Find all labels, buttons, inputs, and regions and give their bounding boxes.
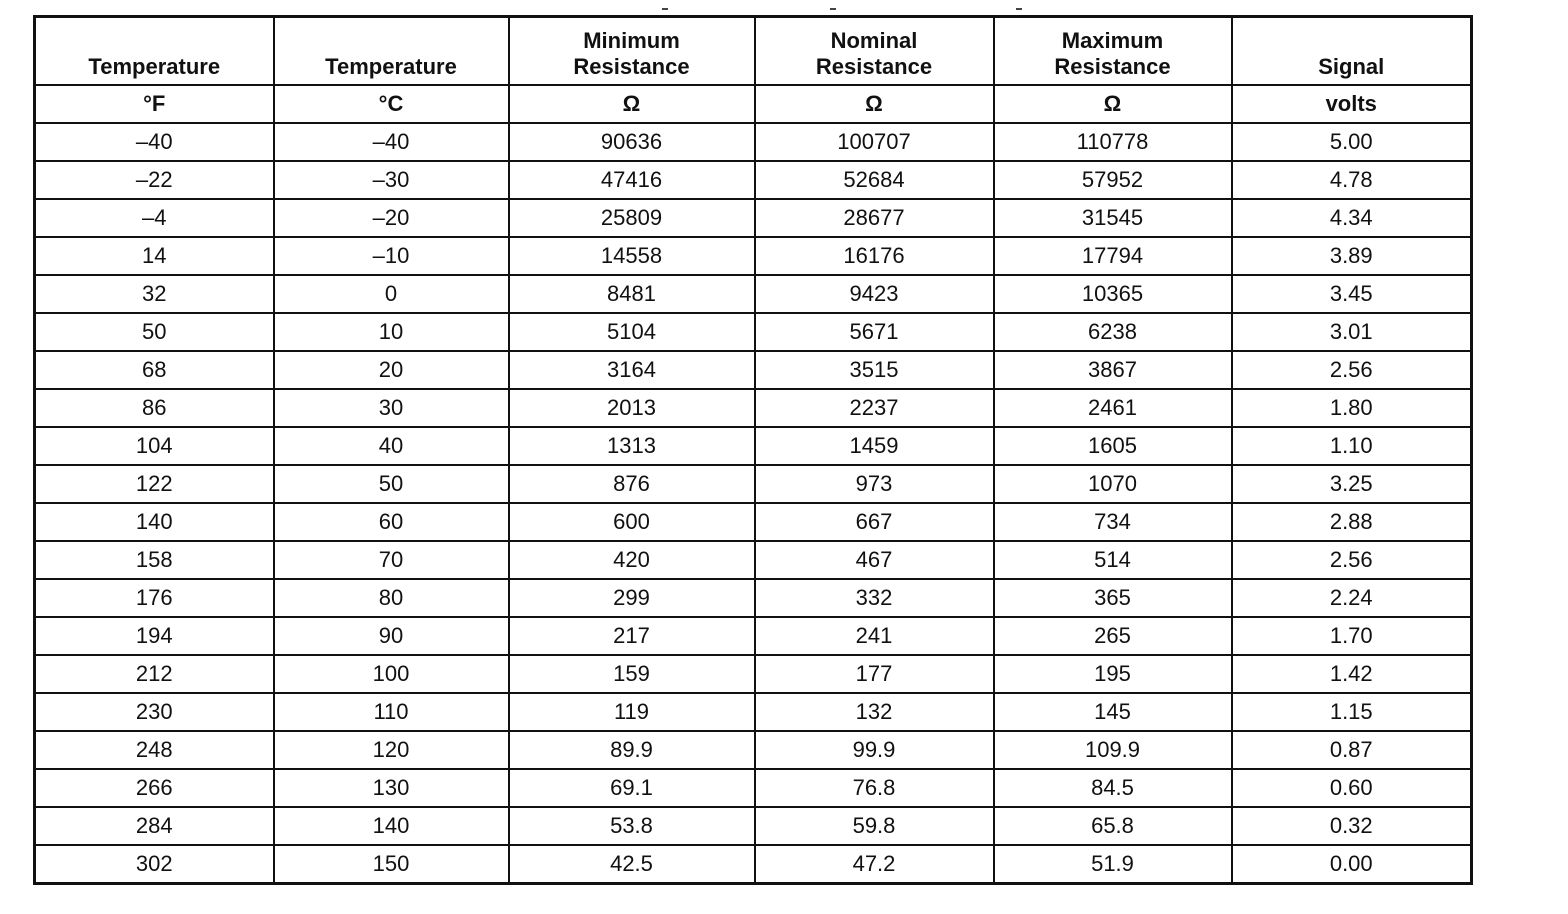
cell-max-resistance: 65.8 <box>994 807 1232 845</box>
cell-nominal-resistance: 100707 <box>755 123 994 161</box>
cell-max-resistance: 51.9 <box>994 845 1232 884</box>
table-body <box>35 123 1472 884</box>
cell-signal: 2.56 <box>1232 541 1472 579</box>
table-row <box>35 465 1472 503</box>
cell-celsius: 10 <box>274 313 509 351</box>
cell-fahrenheit: 212 <box>35 655 274 693</box>
column-header-max-resistance <box>994 17 1232 86</box>
cell-celsius: 130 <box>274 769 509 807</box>
column-header-label: Signal <box>1318 54 1385 79</box>
cell-signal: 0.87 <box>1232 731 1472 769</box>
cell-max-resistance: 84.5 <box>994 769 1232 807</box>
cell-nominal-resistance: 1459 <box>755 427 994 465</box>
table-row <box>35 693 1472 731</box>
table-row <box>35 313 1472 351</box>
cell-celsius: 90 <box>274 617 509 655</box>
cell-max-resistance: 31545 <box>994 199 1232 237</box>
column-header-label: Nominal Resistance <box>815 28 933 79</box>
cell-nominal-resistance: 5671 <box>755 313 994 351</box>
cell-nominal-resistance: 52684 <box>755 161 994 199</box>
cell-max-resistance: 365 <box>994 579 1232 617</box>
table-row <box>35 845 1472 884</box>
scan-artifact-marks <box>0 0 1568 14</box>
unit-fahrenheit: °F <box>35 85 274 123</box>
cell-max-resistance: 734 <box>994 503 1232 541</box>
table-row <box>35 389 1472 427</box>
cell-fahrenheit: 230 <box>35 693 274 731</box>
cell-nominal-resistance: 3515 <box>755 351 994 389</box>
cell-celsius: 60 <box>274 503 509 541</box>
table-row <box>35 541 1472 579</box>
cell-min-resistance: 14558 <box>509 237 755 275</box>
cell-min-resistance: 42.5 <box>509 845 755 884</box>
column-header-signal <box>1232 17 1472 86</box>
cell-nominal-resistance: 2237 <box>755 389 994 427</box>
cell-fahrenheit: 140 <box>35 503 274 541</box>
cell-signal: 3.25 <box>1232 465 1472 503</box>
cell-nominal-resistance: 241 <box>755 617 994 655</box>
cell-min-resistance: 90636 <box>509 123 755 161</box>
cell-nominal-resistance: 973 <box>755 465 994 503</box>
table-row <box>35 275 1472 313</box>
cell-signal: 4.34 <box>1232 199 1472 237</box>
table-row <box>35 769 1472 807</box>
column-header-label: Minimum Resistance <box>573 28 690 79</box>
cell-max-resistance: 57952 <box>994 161 1232 199</box>
cell-celsius: 20 <box>274 351 509 389</box>
column-header-nominal-resistance <box>755 17 994 86</box>
cell-min-resistance: 876 <box>509 465 755 503</box>
cell-nominal-resistance: 177 <box>755 655 994 693</box>
cell-celsius: 30 <box>274 389 509 427</box>
cell-nominal-resistance: 132 <box>755 693 994 731</box>
cell-celsius: –10 <box>274 237 509 275</box>
cell-fahrenheit: 248 <box>35 731 274 769</box>
column-header-label: Temperature <box>325 54 457 79</box>
unit-celsius: °C <box>274 85 509 123</box>
cell-fahrenheit: 194 <box>35 617 274 655</box>
cell-fahrenheit: 14 <box>35 237 274 275</box>
cell-celsius: –40 <box>274 123 509 161</box>
cell-min-resistance: 420 <box>509 541 755 579</box>
cell-nominal-resistance: 28677 <box>755 199 994 237</box>
cell-max-resistance: 3867 <box>994 351 1232 389</box>
cell-max-resistance: 145 <box>994 693 1232 731</box>
cell-min-resistance: 47416 <box>509 161 755 199</box>
cell-signal: 2.56 <box>1232 351 1472 389</box>
table-row <box>35 351 1472 389</box>
cell-max-resistance: 265 <box>994 617 1232 655</box>
table-row <box>35 807 1472 845</box>
table-row <box>35 617 1472 655</box>
cell-min-resistance: 8481 <box>509 275 755 313</box>
cell-max-resistance: 17794 <box>994 237 1232 275</box>
cell-min-resistance: 119 <box>509 693 755 731</box>
column-header-label: Temperature <box>88 54 221 79</box>
cell-fahrenheit: –22 <box>35 161 274 199</box>
cell-celsius: 70 <box>274 541 509 579</box>
cell-celsius: 0 <box>274 275 509 313</box>
cell-fahrenheit: 104 <box>35 427 274 465</box>
cell-fahrenheit: 32 <box>35 275 274 313</box>
cell-fahrenheit: 302 <box>35 845 274 884</box>
cell-nominal-resistance: 9423 <box>755 275 994 313</box>
cell-max-resistance: 2461 <box>994 389 1232 427</box>
table-row <box>35 427 1472 465</box>
cell-celsius: 40 <box>274 427 509 465</box>
unit-max-resistance: Ω <box>994 85 1232 123</box>
table-row <box>35 199 1472 237</box>
cell-signal: 0.60 <box>1232 769 1472 807</box>
column-header-celsius <box>274 17 509 86</box>
cell-nominal-resistance: 16176 <box>755 237 994 275</box>
cell-min-resistance: 217 <box>509 617 755 655</box>
table-row <box>35 161 1472 199</box>
cell-max-resistance: 1070 <box>994 465 1232 503</box>
resistance-table-sheet <box>33 15 1470 885</box>
table-row <box>35 237 1472 275</box>
cell-celsius: 120 <box>274 731 509 769</box>
cell-nominal-resistance: 47.2 <box>755 845 994 884</box>
cell-fahrenheit: 266 <box>35 769 274 807</box>
cell-min-resistance: 2013 <box>509 389 755 427</box>
cell-nominal-resistance: 467 <box>755 541 994 579</box>
cell-signal: 1.15 <box>1232 693 1472 731</box>
cell-signal: 1.80 <box>1232 389 1472 427</box>
cell-max-resistance: 1605 <box>994 427 1232 465</box>
table-row <box>35 123 1472 161</box>
cell-signal: 2.88 <box>1232 503 1472 541</box>
unit-min-resistance: Ω <box>509 85 755 123</box>
cell-signal: 3.89 <box>1232 237 1472 275</box>
scan-artifact-mark <box>830 8 836 10</box>
cell-min-resistance: 159 <box>509 655 755 693</box>
cell-max-resistance: 109.9 <box>994 731 1232 769</box>
cell-fahrenheit: 284 <box>35 807 274 845</box>
cell-fahrenheit: –4 <box>35 199 274 237</box>
cell-min-resistance: 3164 <box>509 351 755 389</box>
cell-signal: 4.78 <box>1232 161 1472 199</box>
cell-min-resistance: 5104 <box>509 313 755 351</box>
cell-celsius: 140 <box>274 807 509 845</box>
scan-artifact-mark <box>1016 8 1022 10</box>
temperature-resistance-table <box>33 15 1473 885</box>
cell-fahrenheit: 68 <box>35 351 274 389</box>
cell-fahrenheit: 50 <box>35 313 274 351</box>
cell-signal: 2.24 <box>1232 579 1472 617</box>
cell-fahrenheit: 86 <box>35 389 274 427</box>
table-row <box>35 503 1472 541</box>
cell-signal: 0.32 <box>1232 807 1472 845</box>
cell-celsius: –30 <box>274 161 509 199</box>
cell-max-resistance: 10365 <box>994 275 1232 313</box>
table-row <box>35 731 1472 769</box>
cell-nominal-resistance: 59.8 <box>755 807 994 845</box>
cell-min-resistance: 53.8 <box>509 807 755 845</box>
column-header-min-resistance <box>509 17 755 86</box>
column-name-row <box>35 17 1472 86</box>
cell-celsius: 50 <box>274 465 509 503</box>
cell-nominal-resistance: 76.8 <box>755 769 994 807</box>
cell-nominal-resistance: 332 <box>755 579 994 617</box>
cell-celsius: 110 <box>274 693 509 731</box>
unit-nominal-resistance: Ω <box>755 85 994 123</box>
cell-max-resistance: 6238 <box>994 313 1232 351</box>
cell-nominal-resistance: 99.9 <box>755 731 994 769</box>
cell-fahrenheit: 122 <box>35 465 274 503</box>
cell-min-resistance: 299 <box>509 579 755 617</box>
cell-celsius: –20 <box>274 199 509 237</box>
cell-min-resistance: 600 <box>509 503 755 541</box>
cell-min-resistance: 1313 <box>509 427 755 465</box>
cell-celsius: 100 <box>274 655 509 693</box>
scan-artifact-mark <box>662 8 668 10</box>
cell-signal: 1.10 <box>1232 427 1472 465</box>
cell-signal: 3.01 <box>1232 313 1472 351</box>
cell-min-resistance: 25809 <box>509 199 755 237</box>
cell-max-resistance: 514 <box>994 541 1232 579</box>
cell-nominal-resistance: 667 <box>755 503 994 541</box>
cell-fahrenheit: 176 <box>35 579 274 617</box>
cell-signal: 0.00 <box>1232 845 1472 884</box>
table-row <box>35 655 1472 693</box>
cell-max-resistance: 195 <box>994 655 1232 693</box>
unit-signal: volts <box>1232 85 1472 123</box>
cell-fahrenheit: –40 <box>35 123 274 161</box>
cell-celsius: 80 <box>274 579 509 617</box>
cell-signal: 3.45 <box>1232 275 1472 313</box>
cell-signal: 5.00 <box>1232 123 1472 161</box>
cell-signal: 1.70 <box>1232 617 1472 655</box>
table-row <box>35 579 1472 617</box>
cell-fahrenheit: 158 <box>35 541 274 579</box>
unit-row <box>35 85 1472 123</box>
cell-min-resistance: 69.1 <box>509 769 755 807</box>
column-header-fahrenheit <box>35 17 274 86</box>
cell-signal: 1.42 <box>1232 655 1472 693</box>
cell-celsius: 150 <box>274 845 509 884</box>
column-header-label: Maximum Resistance <box>1054 28 1171 79</box>
cell-min-resistance: 89.9 <box>509 731 755 769</box>
cell-max-resistance: 110778 <box>994 123 1232 161</box>
